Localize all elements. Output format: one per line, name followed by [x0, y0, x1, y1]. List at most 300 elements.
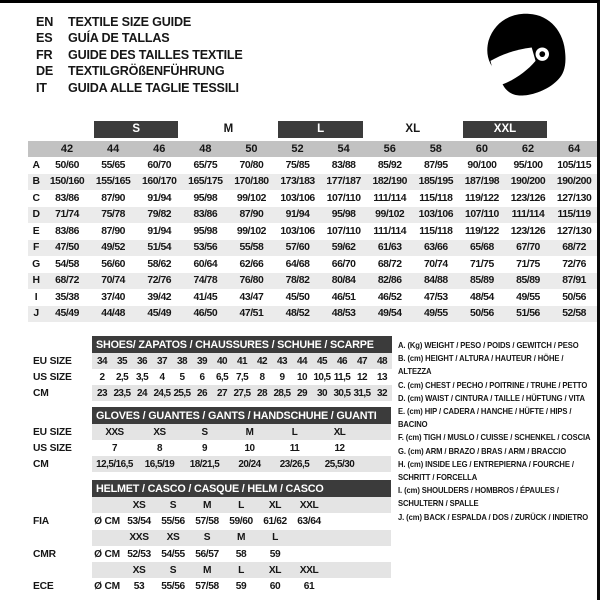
measurement-row [28, 157, 597, 174]
helmet-value-cell: 59 [235, 581, 247, 593]
measurement-cell: 70/74 [423, 258, 448, 270]
measurement-cell: 160/170 [136, 174, 182, 191]
measurement-cell: 67/70 [505, 240, 551, 257]
measurement-cell: 107/110 [326, 192, 361, 204]
size-cell: 7,5 [235, 371, 249, 383]
measurement-cell: 65/75 [193, 159, 218, 171]
measurement-cell: 82/86 [367, 273, 413, 290]
measurement-cell: 55/65 [101, 159, 126, 171]
filler-cell [362, 440, 391, 456]
size-cell: XL [317, 424, 362, 440]
measurement-cell: 49/54 [367, 306, 413, 323]
size-cell: 12 [357, 371, 367, 383]
language-title-list [36, 14, 243, 96]
size-cell: 34 [92, 353, 112, 369]
size-cell: 32 [372, 385, 392, 401]
shoes-row [33, 353, 392, 369]
helmet-size-cell: S [156, 497, 190, 513]
size-cell: M [227, 424, 272, 440]
size-cell: 12 [334, 442, 345, 454]
measurement-cell: 187/198 [459, 174, 505, 191]
measurement-cell: 91/94 [147, 192, 172, 204]
language-row [36, 63, 243, 79]
measurement-cell: 177/187 [321, 174, 367, 191]
row-label [33, 530, 92, 546]
measurement-cell: 49/52 [90, 240, 136, 257]
size-cell: 46 [332, 353, 352, 369]
measurement-cell: 79/82 [136, 207, 182, 224]
measurement-cell: 56/60 [101, 258, 126, 270]
helmet-size-row [33, 530, 391, 546]
measurement-cell: 71/74 [44, 207, 90, 224]
measurement-cell: 48/54 [470, 291, 494, 303]
helmet-size-row [33, 497, 391, 513]
helmet-size-cell: XS [156, 530, 190, 546]
size-cell: XXS [92, 424, 137, 440]
legend-item: G. (cm) ARM / BRAZO / BRAS / ARM / BRACCIO [398, 446, 567, 456]
measurement-cell: 150/160 [44, 174, 90, 191]
size-cell: 29 [292, 385, 312, 401]
measurement-cell: 115/118 [419, 225, 453, 237]
measurement-cell: 59/62 [321, 240, 367, 257]
size-cell: 26 [192, 385, 212, 401]
measurement-cell: 70/74 [90, 273, 136, 290]
measurement-cell: 51/54 [136, 240, 182, 257]
measurement-cell: 48/53 [321, 306, 367, 323]
measurement-cell: 46/51 [331, 291, 356, 303]
measurement-row [28, 223, 597, 240]
measurement-cell: 85/92 [377, 159, 402, 171]
measurement-cell: 58/62 [147, 258, 172, 270]
helmet-size-cell: XS [122, 562, 156, 578]
measurement-cell: 68/72 [551, 240, 597, 257]
row-letter: J [28, 306, 44, 323]
measurement-cell: 68/72 [377, 258, 402, 270]
legend-item: C. (cm) CHEST / PECHO / POITRINE / TRUHE / PETTO [398, 380, 588, 390]
size-group-row [28, 118, 597, 141]
measurement-cell: 72/76 [136, 273, 182, 290]
measurement-cell: 111/114 [373, 225, 407, 237]
measurement-row [28, 174, 597, 191]
measurement-cell: 103/106 [280, 225, 315, 237]
helmet-size-row [33, 562, 391, 578]
measurement-cell: 52/58 [551, 306, 597, 323]
size-group-xl [367, 118, 459, 141]
measurement-row [28, 240, 597, 257]
measurement-cell: 75/85 [285, 159, 310, 171]
measurement-cell: 68/72 [44, 273, 90, 290]
helmet-value-cell: 54/55 [161, 548, 185, 560]
row-label: CM [33, 456, 92, 472]
measurement-cell: 47/50 [44, 240, 90, 257]
measurement-cell: 43/47 [239, 291, 264, 303]
language-code: FR [36, 47, 53, 62]
measurement-cell: 99/102 [236, 225, 266, 237]
measurement-cell: 185/195 [413, 174, 459, 191]
measurement-cell: 53/56 [182, 240, 228, 257]
size-cell: L [272, 424, 317, 440]
measurement-cell: 63/66 [413, 240, 459, 257]
row-label [33, 497, 92, 513]
measurement-cell: 87/95 [423, 159, 448, 171]
size-cell: 11 [289, 442, 300, 454]
measurement-cell: 55/58 [228, 240, 274, 257]
shoes-size-table [33, 336, 392, 401]
helmet-value-cell: 53 [133, 581, 145, 593]
size-cell: 4 [159, 371, 165, 383]
size-cell: 23,5 [112, 385, 132, 401]
language-code: EN [36, 15, 54, 29]
shoes-row [33, 369, 392, 385]
measurement-cell: 45/49 [44, 306, 90, 323]
measurement-cell: 87/90 [228, 207, 274, 224]
size-cell: 39 [192, 353, 212, 369]
measurement-cell: 107/110 [459, 207, 505, 224]
row-letter: H [28, 273, 44, 290]
textile-size-table [28, 118, 597, 322]
size-cell: 5 [179, 371, 185, 383]
helmet-value-row [33, 546, 391, 562]
size-cell: 28 [252, 385, 272, 401]
measurement-cell: 62/66 [239, 258, 264, 270]
size-header-cell: 46 [136, 141, 182, 157]
measurement-cell: 173/183 [274, 174, 320, 191]
size-cell: 6,5 [215, 371, 229, 383]
language-code: DE [36, 64, 54, 79]
group-spacer [28, 118, 44, 141]
table-corner [33, 480, 92, 497]
size-cell: XS [137, 424, 182, 440]
helmet-size-table [33, 480, 391, 595]
measurement-cell: 80/84 [321, 273, 367, 290]
measurement-row [28, 289, 597, 306]
size-group-label: XXL [463, 121, 547, 138]
measurement-legend [398, 339, 597, 524]
measurement-cell: 49/55 [516, 291, 540, 303]
measurement-cell: 127/130 [556, 192, 592, 204]
row-letter: E [32, 225, 40, 237]
helmet-value-cell [292, 546, 326, 562]
measurement-cell: 45/49 [136, 306, 182, 323]
measurement-cell: 60/70 [147, 159, 172, 171]
size-cell: 48 [372, 353, 392, 369]
row-letter: A [32, 159, 40, 171]
helmet-value-cell: 56/57 [195, 548, 219, 560]
row-letter: F [28, 240, 44, 257]
size-group-label: XL [405, 123, 421, 135]
language-row [36, 80, 243, 96]
row-label: ECE [33, 578, 92, 594]
measurement-cell: 165/175 [182, 174, 228, 191]
measurement-cell: 190/200 [551, 174, 597, 191]
size-header-cell: 52 [274, 141, 320, 157]
legend-item: F. (cm) TIGH / MUSLO / CUISSE / SCHENKEL / COSCIA [398, 433, 591, 443]
measurement-cell: 99/102 [236, 192, 266, 204]
size-cell: 20/24 [227, 456, 272, 472]
row-label: EU SIZE [33, 353, 92, 369]
helmet-size-cell [292, 530, 326, 546]
size-cell: 3,5 [135, 371, 149, 383]
legend-item: E. (cm) HIP / CADERA / HANCHE / HÜFTE / HIPS / BACINO [398, 407, 572, 430]
measurement-cell: 48/52 [274, 306, 320, 323]
size-header-cell: 44 [90, 141, 136, 157]
language-row [36, 30, 243, 46]
filler-cell [326, 562, 391, 578]
helmet-value-cell: 57/58 [195, 581, 219, 593]
measurement-cell: 119/122 [465, 192, 499, 204]
measurement-cell: 41/45 [193, 291, 218, 303]
measurement-cell: 84/88 [413, 273, 459, 290]
measurement-cell: 49/55 [413, 306, 459, 323]
row-label: CMR [33, 546, 92, 562]
measurement-cell: 111/114 [505, 207, 551, 224]
size-header-spacer [28, 141, 44, 157]
legend-item: A. (Kg) WEIGHT / PESO / POIDS / GEWITCH / PESO [398, 341, 579, 350]
row-letter: C [32, 192, 40, 204]
group-spacer [44, 118, 90, 141]
size-cell: 23/26,5 [272, 456, 317, 472]
helmet-value-row [33, 578, 391, 594]
helmet-value-row [33, 513, 391, 529]
size-cell: 9 [202, 442, 207, 454]
table-corner [33, 336, 92, 353]
helmet-size-cell: S [156, 562, 190, 578]
size-group-label: M [223, 123, 234, 135]
measurement-cell: 70/80 [239, 159, 264, 171]
measurement-cell: 105/115 [557, 159, 592, 171]
size-group-label: S [94, 121, 178, 138]
helmet-value-cell: 53/54 [127, 515, 151, 527]
table-corner [33, 407, 92, 424]
helmet-size-cell: M [224, 530, 258, 546]
language-title: GUIDE DES TAILLES TEXTILE [68, 47, 243, 62]
size-header-cell: 56 [367, 141, 413, 157]
size-cell: 11,5 [333, 371, 351, 383]
size-cell: 43 [272, 353, 292, 369]
measurement-cell: 51/56 [505, 306, 551, 323]
size-cell: 37 [152, 353, 172, 369]
measurement-cell: 103/106 [280, 192, 315, 204]
measurement-cell: 45/50 [285, 291, 310, 303]
size-cell: 10 [244, 442, 255, 454]
language-code: IT [36, 80, 47, 95]
size-cell: 8 [259, 371, 265, 383]
size-cell: 25,5/30 [317, 456, 362, 472]
measurement-cell: 65/68 [459, 240, 505, 257]
measurement-cell: 190/200 [505, 174, 551, 191]
helmet-size-cell: L [224, 562, 258, 578]
size-cell: 10 [297, 371, 307, 383]
size-cell: 18/21,5 [182, 456, 227, 472]
size-cell: 8 [157, 442, 162, 454]
shoes-section-title: SHOES/ ZAPATOS / CHAUSSURES / SCHUHE / SCARPE [92, 336, 392, 353]
measurement-cell: 50/60 [55, 159, 79, 171]
measurement-cell: 71/75 [516, 258, 540, 270]
measurement-cell: 90/100 [467, 159, 497, 171]
size-header-cell: 60 [459, 141, 505, 157]
measurement-cell: 95/98 [193, 192, 218, 204]
measurement-cell: 127/130 [556, 225, 592, 237]
size-cell: 2 [99, 371, 105, 383]
measurement-cell: 99/102 [367, 207, 413, 224]
helmet-size-cell: L [258, 530, 292, 546]
racing-helmet-icon [477, 11, 573, 105]
size-group-l [274, 118, 366, 141]
measurement-cell: 155/165 [90, 174, 136, 191]
size-header-cell: 58 [413, 141, 459, 157]
size-header-cell: 48 [182, 141, 228, 157]
legend-item: I. (cm) SHOULDERS / HOMBROS / ÉPAULES / SCHULTERN / SPALLE [398, 486, 559, 509]
size-group-s [90, 118, 182, 141]
helmet-value-cell: 58 [235, 548, 247, 560]
helmet-size-cell: M [190, 497, 224, 513]
legend-item: H. (cm) INSIDE LEG / ENTREPIERNA / FOURCHE / SCHRITT / FORCELLA [398, 459, 574, 483]
gloves-row [33, 456, 391, 472]
measurement-cell: 87/90 [101, 225, 126, 237]
size-cell: 2,5 [115, 371, 129, 383]
size-header-cell: 54 [321, 141, 367, 157]
size-cell: 6 [199, 371, 205, 383]
size-cell: 13 [377, 371, 387, 383]
size-cell: 24,5 [152, 385, 172, 401]
measurement-cell: 64/68 [285, 258, 310, 270]
helmet-size-cell: S [190, 530, 224, 546]
measurement-cell: 46/50 [182, 306, 228, 323]
helmet-value-cell: 59 [269, 548, 281, 560]
measurement-cell: 115/118 [419, 192, 453, 204]
measurement-cell: 95/98 [193, 225, 218, 237]
gloves-size-table [33, 407, 391, 472]
size-cell: 30 [312, 385, 332, 401]
language-row [36, 14, 243, 30]
measurement-cell: 107/110 [326, 225, 361, 237]
filler-cell [326, 513, 391, 529]
language-title: TEXTILE SIZE GUIDE [68, 15, 192, 29]
size-header-cell: 62 [505, 141, 551, 157]
filler-cell [326, 497, 391, 513]
measurement-cell: 54/58 [55, 258, 79, 270]
measurement-cell: 83/86 [55, 192, 79, 204]
measurement-cell: 87/90 [101, 192, 126, 204]
measurement-cell: 71/75 [470, 258, 494, 270]
helmet-size-cell: L [224, 497, 258, 513]
helmet-value-cell: 63/64 [297, 515, 321, 527]
row-label: FIA [33, 513, 92, 529]
size-cell: 10,5 [313, 371, 331, 383]
measurement-cell: 66/70 [331, 258, 356, 270]
size-group-xxl [459, 118, 551, 141]
group-spacer [551, 118, 597, 141]
language-title: GUÍA DE TALLAS [68, 31, 170, 46]
size-group-label: L [278, 121, 362, 138]
measurement-cell: 182/190 [367, 174, 413, 191]
measurement-cell: 47/51 [228, 306, 274, 323]
size-cell [92, 497, 122, 513]
measurement-cell: 85/89 [459, 273, 505, 290]
measurement-cell: 83/86 [182, 207, 228, 224]
measurement-row [28, 256, 597, 273]
size-cell: 47 [352, 353, 372, 369]
size-cell: S [182, 424, 227, 440]
gloves-row [33, 424, 391, 440]
helmet-value-cell: 61 [303, 581, 315, 593]
measurement-cell: 85/89 [505, 273, 551, 290]
helmet-size-cell: XL [258, 497, 292, 513]
size-group-m [182, 118, 274, 141]
measurement-cell: 103/106 [413, 207, 459, 224]
filler-cell [326, 578, 391, 594]
measurement-cell: 75/78 [90, 207, 136, 224]
size-cell: 44 [292, 353, 312, 369]
diameter-unit-label: Ø CM [94, 515, 120, 527]
measurement-cell: 91/94 [274, 207, 320, 224]
filler-cell [326, 530, 391, 546]
measurement-cell: 87/91 [551, 273, 597, 290]
size-cell: 7 [112, 442, 117, 454]
helmet-value-cell: 61/62 [263, 515, 287, 527]
measurement-cell: 47/53 [423, 291, 448, 303]
size-header-cell: 42 [44, 141, 90, 157]
filler-cell [362, 456, 391, 472]
size-header-cell: 64 [551, 141, 597, 157]
size-cell: 45 [312, 353, 332, 369]
measurement-cell: 76/80 [228, 273, 274, 290]
filler-cell [326, 546, 391, 562]
size-cell: 12,5/16,5 [92, 456, 137, 472]
legend-item: J. (cm) BACK / ESPALDA / DOS / ZURÜCK / INDIETRO [398, 512, 589, 522]
measurement-row [28, 273, 597, 290]
measurement-cell: 57/60 [274, 240, 320, 257]
measurement-cell: 60/64 [193, 258, 218, 270]
gloves-row [33, 440, 391, 456]
measurement-cell: 123/126 [510, 225, 546, 237]
measurement-cell: 111/114 [373, 192, 407, 204]
size-cell: 38 [172, 353, 192, 369]
measurement-cell: 39/42 [147, 291, 172, 303]
measurement-cell: 95/98 [321, 207, 367, 224]
row-label [33, 562, 92, 578]
row-letter: B [28, 174, 44, 191]
measurement-cell: 44/48 [90, 306, 136, 323]
helmet-size-cell: XXL [292, 497, 326, 513]
helmet-value-cell: 55/56 [161, 515, 185, 527]
measurement-cell: 115/119 [551, 207, 597, 224]
size-cell: 35 [112, 353, 132, 369]
measurement-cell: 74/78 [182, 273, 228, 290]
size-cell: 31,5 [352, 385, 372, 401]
filler-cell [362, 424, 391, 440]
diameter-unit-label: Ø CM [94, 548, 120, 560]
helmet-size-cell: M [190, 562, 224, 578]
measurement-cell: 46/52 [377, 291, 402, 303]
row-label: US SIZE [33, 440, 92, 456]
size-header-row [28, 141, 597, 157]
measurement-cell: 91/94 [147, 225, 172, 237]
legend-item: D. (cm) WAIST / CINTURA / TAILLE / HÜFTUNG / VITA [398, 393, 585, 403]
language-title: GUIDA ALLE TAGLIE TESSILI [68, 80, 239, 95]
row-label: US SIZE [33, 369, 92, 385]
size-cell: 40 [212, 353, 232, 369]
size-cell: 25,5 [172, 385, 192, 401]
row-letter: G [32, 258, 40, 270]
row-letter: I [34, 291, 38, 303]
measurement-row [28, 306, 597, 323]
measurement-cell: 35/38 [55, 291, 79, 303]
helmet-size-cell: XL [258, 562, 292, 578]
helmet-size-cell: XXL [292, 562, 326, 578]
legend-item: B. (cm) HEIGHT / ALTURA / HAUTEUR / HÖHE / ALTEZZA [398, 354, 564, 377]
language-row [36, 47, 243, 63]
